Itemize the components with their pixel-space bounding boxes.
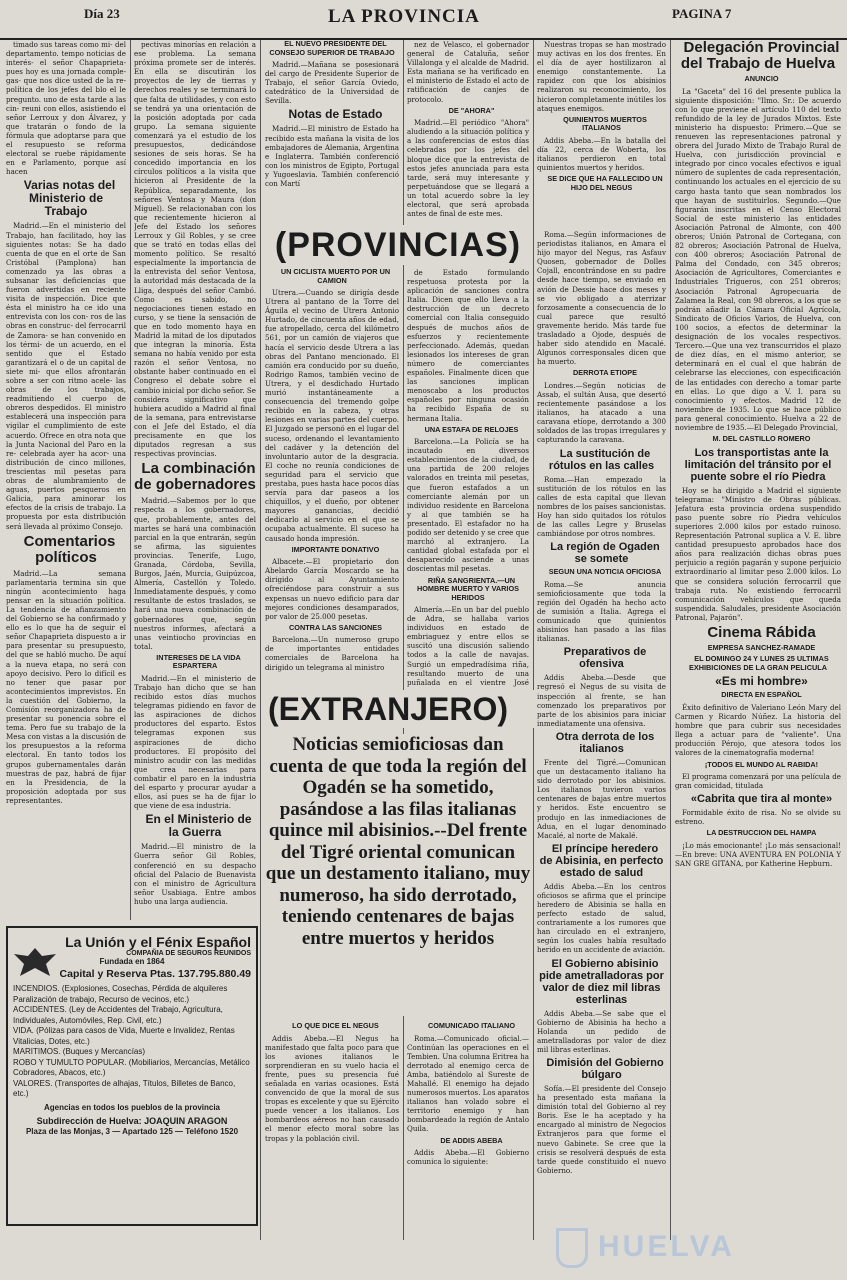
subheadline: LO QUE DICE EL NEGUS xyxy=(292,1022,379,1030)
ad-line: MARITIMOS. (Buques y Mercancías) xyxy=(13,1047,146,1056)
column-rule xyxy=(130,40,131,920)
article-text: Addis Abeba.—Se sabe que el Gobierno de Abisinia ha hecho a Holanda un pedido de ametralladoras por valor de diez mil libras esterlinas. xyxy=(537,1008,666,1054)
article-text: Almería.—En un bar del pueblo de Adra, se hallaba varios individuos en estado de embriaguez y entre ellos se suscitó una discusión saliendo todos a la calle de navajas. Surgió un empedradísima riña, resultando muerto de una puñalada en el vientre José xyxy=(407,605,529,687)
subheadline: SE DICE QUE HA FALLECIDO UN HIJO DEL NEGUS xyxy=(547,174,663,192)
subheadline: ¡TODOS EL MUNDO AL RABIDA! xyxy=(704,759,819,769)
subheadline: LA DESTRUCCION DEL HAMPA xyxy=(706,828,817,838)
headline-comentarios-politicos: Comentarios políticos xyxy=(23,532,116,566)
article-text: Madrid.—Mañana se posesionará del cargo de Presidente Superior de Trabajo, el señor García Oviedo, catedrático de la Universidad de Sevilla. xyxy=(265,60,399,106)
headline-ogaden: La región de Ogaden se somete xyxy=(550,541,660,566)
article-text: Madrid.—El ministro de la Guerra señor Gil Robles, conferenció en su despacho oficial del Palacio de Buenavista con el ministro de Agricultura señor Usabiaga. Entre ambos hubo una larga audiencia. xyxy=(134,842,256,906)
subheadline: DERROTA ETIOPE xyxy=(572,368,638,378)
article-text: Nuestras tropas se han mostrado muy activas en los dos frentes. En el día de ayer hostilizaron al enemigo constantemente. La rapidez con que los abisinios realizaron su reconocimiento, los hicieron completamente inútiles los ataques enemigos. xyxy=(537,40,666,113)
subheadline: EMPRESA SANCHEZ-RAMADE xyxy=(707,642,816,652)
ad-line: INCENDIOS. (Explosiones, Cosechas, Pérdida de alquileres Paralización de trabajo, Recurso de vecinos, etc.) xyxy=(13,984,228,1004)
watermark-text: HUELVA xyxy=(598,1229,735,1263)
headline-combinacion-gobernadores: La combinación de gobernadores xyxy=(134,460,256,494)
article-text: Madrid.—El ministro de Estado ha recibido esta mañana la visita de los embajadores de Alemania, Argentina e Inglaterra. También conferenció con los ministros de Egipto, Portugal y Yugoeslavia. También conferenció con Martí xyxy=(265,124,399,189)
ad-line: VALORES. (Transportes de alhajas, Títulos, Billetes de Banco, etc.) xyxy=(13,1078,236,1098)
column-rule xyxy=(403,40,404,1240)
subheadline: SEGUN UNA NOTICIA OFICIOSA xyxy=(548,567,662,577)
article-text: Barcelona.—Un numeroso grupo de importantes entidades comerciales de Barcelona ha dirigido un telegrama al ministro xyxy=(265,635,399,672)
article-text: Addis Abeba.—El Gobierno comunica lo siguiente: xyxy=(407,1148,529,1167)
article-text: Madrid.—El periódico "Ahora" aludiendo a la situación política y a las conferencias de estos días celebradas por los jefes del bloque dice que la entrevista de estos jefes anunciada para esta tarde, será muy interesante y perpetuándose que se llegará a un total acuerdo sobre la ley electoral, que será aprobada antes de final de este mes. xyxy=(407,118,529,219)
article-text: Roma.—Según informaciones de periodistas italianos, en Amara el hijo mayor del Negus, ras Asfauv Quosen, gobernador de Dolles Cojall, encontrándose en su padre desde hace tiempo, se enviado en avión de Dessie hace dos meses y se vio obligado a aterrizar forzosamente a consecuencia de lo cual parece que resultó gravemente herido. Más tarde fue trasladado a Ojode, después de haber sido atendido en Macalé. Algunos corresponsales dicen que ha muerto. xyxy=(537,230,666,367)
ad-address: Plaza de las Monjas, 3 — Apartado 125 — Teléfono 1520 xyxy=(25,1126,239,1136)
subheadline: ANUNCIO xyxy=(744,74,779,83)
column-rule xyxy=(533,40,534,1240)
article-text: Barcelona.—La Policía se ha incautado en diversos establecimientos de la ciudad, de una partida de 200 relojes valorados en treinta mil pesetas, que fueron estafados a un comerciante alemán por un individuo residente en Barcelona y al que también se ha presentado. El estafador no ha podido ser detenido y se cree que marchó al extranjero. La cantidad global estafada por el desaparecido asciende a unas doscientas mil pesetas. xyxy=(407,437,529,574)
article-text: Madrid.—La semana parlamentaria termina sin que ningún acontecimiento haga pensar en la situación política. La tendencia de afianzamiento del Gobierno se ha confirmado y ello es lo que ha de seguir el señor Chapaprieta dispuesto a ir para presentar su presupuesto, del que se habló mucho. De aquí a la nueva etapa, no será con apoyo decisivo. Pero lo difícil es no tener que pasar por acontecimientos imprevistos. En la cuestión del Gobierno, la Comisión reorganizadora ha de presentar su ponencia sobre el tema. Pero fue su trabajo de la Mesa con vistas a la discusión de los presupuestos a la reforma electoral. En tanto todos los grupos gubernamentales darán muestras de paz, habrá de fijar en la Presidencia, de la proposición adoptada por sus representantes. xyxy=(6,568,126,805)
subheadline: QUINIENTOS MUERTOS ITALIANOS xyxy=(563,114,647,133)
ad-line: ROBO Y TUMULTO POPULAR. (Mobiliarios, Mercancías, Metálico Cobradores, Abacos, etc.) xyxy=(13,1057,250,1077)
main-headline: Noticias semioficiosas dan cuenta de que toda la región del Ogadén se ha sometido, pasándose a las filas italianas quince mil abisinios.--Del frente del Tigré oriental comunican que un destamento italiano, muy numeroso, ha sido derrotado, teniendo centenares de bajas entre muertos y heridos xyxy=(264,734,532,1016)
column-4-bottom xyxy=(407,1022,529,1272)
subheadline: IMPORTANTE DONATIVO xyxy=(291,544,380,554)
archive-watermark xyxy=(556,1228,836,1274)
page-number: PAGINA 7 xyxy=(672,6,732,21)
subheadline: DE ADDIS ABEBA xyxy=(440,1135,503,1145)
article-text: La "Gaceta" del 16 del presente publica la siguiente disposición: "Ilmo. Sr.: De acuerdo con lo que previene el artículo 110 del texto refundido de la ley de Jurados Mixtos. Este ministerio ha dispuesto: Primero.—Que se renueven las representaciones patronal y obrera del Jurado Mixto de Trabajo Rural de Huelva, con jurisdicción provincial e integrado por cinco vocales efectivos e igual número de suplentes de cada representación, continuando los actuales en el ejercicio de su cargo hasta tanto que sean nombrados los que hayan de sustituirlos. Segundo.—Que figurarán inscritas en el Censo Electoral Social de este ministerio las entidades Asociación Patronal de Almonte, con 400 obreros; Unión Patronal de Cortegana, con 82 obreros; Asociación Patronal de Huelva, con 400 obreros; Asociación Patronal de Palma del Condado, con 345 obreros; Asociación de Agricultores, Comerciantes e Industriales Trigueros, con 251 obreros; Asociación Patronal Agropecuaria de Zalamea la Real, con 98 obreros, a los que se podrán añadir la Cámara Oficial Agrícola, Sindicato de Oficios Varios, de Huelva, con 100 socios, a efectos de determinar la designación de los vocales respectivos. Tercero.—Que una vez transcurridos el plazo de diez días, en el mismo anterior, se determinará en el cual el que habrán de celebrarse las elecciones, con especificación de las entidades con derecho a tomar parte en ellas. Lo que digo a V. I. para su conocimiento y efectos. Madrid 12 de noviembre de 1935. Lo que se hace público para general conocimiento. Huelva a 22 de noviembre de 1935.—El Delegado Provincial, xyxy=(675,86,841,432)
article-text: Madrid.—En el ministerio de Trabajo han dicho que se han recibido estos días muchos telegramas pidiendo en favor de las aspiraciones de dichos productores del esparto. Estos telegramas exponen sus aspiraciones de dicho productores. El propósito del ministro acudir con las medidas que crea necesarias para combatir el paro en la industria del esparto y procurar ayudar a ellos, así pues se ha de fijar lo que viene de esa industria. xyxy=(134,673,256,811)
subheadline: EL DOMINGO 24 Y LUNES 25 ULTIMAS EXHIBICIONES DE LA GRAN PELICULA xyxy=(689,654,829,672)
section-title-extranjero: (EXTRANJERO) xyxy=(264,690,536,728)
shield-icon xyxy=(556,1228,588,1268)
headline-rotulos: La sustitución de rótulos en las calles xyxy=(548,447,655,472)
ad-subtitle: COMPAÑIA DE SEGUROS REUNIDOS xyxy=(126,950,251,957)
subheadline: RIÑA SANGRIENTA.—UN HOMBRE MUERTO Y VARIOS HERIDOS xyxy=(416,575,520,602)
column-6 xyxy=(675,40,841,1240)
article-text: Roma.—Comunicado oficial.—Continúan las operaciones en el Tembien. Una columna Eritrea ha derrotado al enemigo cerca de Amba, batiéndolo al Sureste de Mahallé. El enemigo ha dejado numerosos muertos. Los aparatos italianos han volado sobre el territorio enemigo y han bombardeado la región de Antalo Quila. xyxy=(407,1033,529,1134)
headline-transportistas: Los transportistas ante la limitación del tránsito por el puente sobre el río Piedra xyxy=(684,446,832,483)
article-text: Roma.—Se anuncia semioficiosamente que toda la región del Ogadén ha hecho acto de sumisión a Italia. Agrega el comunicado que quinientos abisinios han pasado a las filas italianas. xyxy=(537,579,666,644)
article-text: ¡Lo más emocionante! ¡Lo más sensacional!—En breve: UNA AVENTURA EN POLONIA Y SAN GRE GITANA, por Katherine Hepburn. xyxy=(675,840,841,869)
column-5 xyxy=(537,230,666,1270)
page-header xyxy=(0,0,847,40)
subheadline: CONTRA LAS SANCIONES xyxy=(289,622,382,632)
headline-cinema-rabida: Cinema Rábida xyxy=(707,623,816,641)
subheadline: EL NUEVO PRESIDENTE DEL CONSEJO SUPERIOR DE TRABAJO xyxy=(269,40,395,57)
column-4-top xyxy=(407,40,529,225)
article-text: Londres.—Según noticias de Assab, el sultán Ausa, que desertó recientemente pasándose a los italianos, ha atacado a una caravana etíope, derrotando a 300 soldados de las tropas irregulares y capturando la caravana. xyxy=(537,380,666,445)
column-3-bottom xyxy=(265,1022,399,1272)
article-text: timado sus tareas como mi- del departamento. tempo noticias de interés- el señor Chapaprieta-pues hoy es una jornada comple- gas- que nos dice usted de la re- política de los jefes del blo el le pregunto. uno de esta tarde a las cin- reuni con ellos, asistiendo el señor Lerroux y don Álvarez, y que tratarán o fondo de la fórmula que adoptarse para que el resupuesto se reforma electoral se ruebe rápidamente en e Parlamento, porque así hacen xyxy=(6,40,126,177)
page-day: Día 23 xyxy=(84,6,120,21)
article-text: Utrera.—Cuando se dirigía desde Utrera al pantano de la Torre del Águila el vecino de Utrera Antonio Hurtado, de cincuenta años de edad, fue atropellado, cerca del kilómetro 561, por un camión de viajeros que hacía el servicio desde Utrera a las obras del Pantano mencionado. El camión era conducido por su dueño, Rodrigo Ramos, también vecino de Utrera, y el desdichado Hurtado murió instantáneamente a consecuencia del tremendo golpe recibido en la cabeza, y otras lesiones en varias partes del cuerpo. El Juzgado se personó en el lugar del suceso, ordenando el levantamiento del cadáver y la detención del involuntario autor de la desgracia. El coche no reunía condiciones de seguridad para el servicio que prestaba, pues hasta hace pocos días servía para dar paseos a los chiquillos, y el dueño, por obtener mayores ganancias, decidió dedicarlo al servicio en el que se ocupaba actualmente. El suceso ha causado honda impresión. xyxy=(265,288,399,543)
column-4-middle xyxy=(407,268,529,688)
headline-ametralladoras: El Gobierno abisinio pide ametralladoras por valor de diez mil libras esterlinas xyxy=(539,957,664,1006)
article-text: pectivas minorías en relación a ese problema. La semana próxima promete ser de interés. En ella se discutirán los proyectos de ley de tierras y derechos reales y se terminará lo que falta de utilidades, y con esto se tendrá ya una orientación de la posición adoptada por cada grupo. La semana siguiente comenzará ya el estudio de los presupuestos, dedicándose sesiones de seis horas. Se ha concedido importancia en los círculos políticos a la visita que hicieron al Presidente de la República, separadamente, los señores Ventosa y Maura (don Miguel). Se relacionaban con los que recientemente hicieron al Jefe del Estado los señores Lerroux y Gil Robles, y se cree que se trató en todas ellas del momento político. Se resaltó especialmente la importancia de la entrevista del señor Ventosa, la autoridad más destacada de la Lliga, después del señor Cambó. Como es sabido, no negociaciones tienen estado en curso, y se tiene la sensación de que en todo momento haya en Madrid la mitad de los diputados que integran la minoría. Esta semana no había venido por esta razón el señor Ventosa, no obstante haber continuado en el Congreso el debate sobre el cambio inicial por dicho señor. Se considera significativo que hubiera acudido a Madrid al final de la semana, para entrevistarse con el Jefe del Estado, el día precisamente en que los diputados regresan a sus respectivas provincias. xyxy=(134,40,256,459)
article-text: Madrid.—En el ministerio del Trabajo, han facilitado, hoy las siguientes notas: Se ha dado cuenta de que en el orte de San Cristóbal (Pamplona) han comenzado ya las obras a subsanar las deficiencias que fueron advertidas en reciente visita de inspección. Dice que ésta el ministro ha ce ido una entrevista con los con- ros de las obras en construc- del ferrocarril de Zamora- se han convenido en los térmi- de un acuerdo, en el sentido que el Estado garantizará el o de un capital de siete mi- que ellos afrontarán sobre a ser con ritmo acele- las obras de los trabajos, readmitiendo el cuerpo de obreros despedidos. El ministro establecerá una inspección para vigilar el cumplimiento de este acuerdo. Ofrece en otra nota que la Junta Nacional del Paro en la re- celebrada ayer ha acor- una distribución de cinco millones, trescientas mil pesetas para obras de alumbramiento de aguas, puertos pesqueros en Galicia, para aminorar los efectos de la crisis de trabajo. La propuesta por esta distribución será llevada al próximo Consejo. xyxy=(6,221,126,531)
ad-company-name: La Unión y el Fénix Español xyxy=(65,934,251,950)
subheadline: DIRECTA EN ESPAÑOL xyxy=(721,690,802,700)
headline-delegacion: Delegación Provincial del Trabajo de Huelva xyxy=(680,40,840,72)
article-text: Éxito definitivo de Valeriano León Mary del Carmen y Ricardo Núñez. La historia del hombre que para cubrir sus necesidades llega a actuar para de "valiente". Una producción Pérojo, que atesora todos los valores de la cinematografía moderna! xyxy=(675,702,841,758)
column-3-middle xyxy=(265,268,399,688)
subheadline: UNA ESTAFA DE RELOJES xyxy=(424,424,519,434)
article-text: Addis Abeba.—Desde que regresó el Negus de su visita de inspección al frente, se han comenzado los preparativos por parte de los abisinios para iniciar inmediatamente una ofensiva. xyxy=(537,673,666,728)
ad-line: VIDA. (Pólizas para casos de Vida, Muerte e Invalidez, Rentas Vitalicias, Dotes, etc.) xyxy=(13,1026,235,1046)
headline-preparativos: Preparativos de ofensiva xyxy=(563,646,647,671)
section-title-provincias: (PROVINCIAS) xyxy=(264,225,532,265)
film-title: «Es mi hombre» xyxy=(715,674,808,689)
article-text: Addis Abeba.—En los centros oficiosos se afirma que el príncipe heredero de Abisinia se halla en perfecto estado de salud, contrariamente a los rumores que han circulado en el extranjero, según los cuales había resultado herido en un accidente de aviación. xyxy=(537,881,666,955)
eagle-emblem-icon xyxy=(12,944,58,980)
headline-principe: El príncipe heredero de Abisinia, en perfecto estado de salud xyxy=(539,842,664,879)
subheadline: DE "AHORA" xyxy=(448,105,495,115)
headline-derrota: Otra derrota de los italianos xyxy=(555,730,655,755)
article-text: Sofía.—El presidente del Consejo ha presentado esta mañana la dimisión total del Gobierno al rey Boris. Ese le ha aceptado y ha encargado al ministro de Negocios Extranjeros para que forme el nuevo Gabinete. Se cree que la crisis se resolverá después de esta tarde quede constituido el nuevo Gobierno. xyxy=(537,1084,666,1175)
article-text: nez de Velasco, el gobernador general de Cataluña, señor Villalonga y el alcalde de Madrid. Esta mañana se ha verificado en el ministerio de Estado el acto de ratificación de canjes de protocolo. xyxy=(407,40,529,104)
article-text: Addis Abeba.—El Negus ha manifestado que falta poco para que los aviones italianos le sorprendieran en su vuelo hacia el frente, pues su presencia fué señalada en varias ocasiones. Está convencido de que la moral de sus tropas es excelente y que su Ejército puede vencer a los italianos. Los bombardeos aéreos no han causado el menor efecto moral sobre las tropas y la población civil. xyxy=(265,1033,399,1143)
ad-subdirection: Subdirección de Huelva: JOAQUIN ARAGON xyxy=(36,1116,228,1126)
subheadline: COMUNICADO ITALIANO xyxy=(427,1022,515,1030)
headline-ministerio-guerra: En el Ministerio de la Guerra xyxy=(145,812,252,840)
ad-line: ACCIDENTES. (Ley de Accidentes del Trabajo, Agricultura, Individuales, Automóviles, Rep. Civil, etc.) xyxy=(13,1005,223,1025)
article-text: Frente del Tigré.—Comunican que un destacamento italiano ha sido derrotado por los abisinios. Los italianos tuvieron varios centenares de bajas entre muertos y heridos. Este encuentro se produjo en las inmediaciones de Adua, en el lugar denominado Macalé, al norte de Makalé. xyxy=(537,757,666,840)
column-2 xyxy=(134,40,256,920)
column-3-top xyxy=(265,40,399,225)
headline-notas-estado: Notas de Estado xyxy=(288,107,383,122)
ad-founded: Fundada en 1864 xyxy=(99,957,165,966)
article-text: Madrid.—Sabemos por lo que respecta a los gobernadores, que, probablemente, antes del martes se hará una combinación parcial en la que entrarán, según se afirma, las siguientes provincias. Tenerife, Lugo, Granada, Córdoba, Sevilla, Burgos, Jaén, Murcia, Guipúzcoa, Almería, Castellón y Toledo. Inmediatamente después, y como resultante de estos traslados, se hará una nueva combinación de gobernadores que, según nuestros informes, afectará a unas veintiocho provincias en total. xyxy=(134,496,256,651)
article-text: Formidable éxito de risa. No se olvide su estreno. xyxy=(675,808,841,827)
masthead: LA PROVINCIA xyxy=(328,6,480,27)
ad-capital: Capital y Reserva Ptas. 137.795.880.49 xyxy=(59,968,251,980)
headline-gobierno-bulgaro: Dimisión del Gobierno búlgaro xyxy=(546,1057,664,1081)
column-1 xyxy=(6,40,126,920)
column-rule xyxy=(670,40,671,1240)
column-rule xyxy=(260,40,261,1240)
subheadline: UN CICLISTA MUERTO POR UN CAMION xyxy=(280,268,391,285)
article-text: Roma.—Han empezado la sustitución de los rótulos en las calles de esta capital que llevan nombres de los países sancionistas. Hoy han sido quitados los rótulos de las calles Legre y Bruselas cambiándose por otros nombres. xyxy=(537,474,666,539)
article-text: Addis Abeba.—En la batalla del día 22, cerca de Woberta, los italianos perdieron en total quinientos muertos y heridos. xyxy=(537,135,666,173)
column-5-top xyxy=(537,40,666,225)
headline-ministerio-trabajo: Varias notas del Ministerio de Trabajo xyxy=(23,178,116,219)
signature: M. DEL CASTILLO ROMERO xyxy=(712,434,811,444)
article-text: de Estado formulando respetuosa protesta por la aplicación de sanciones contra Italia. Dicen que ello lleva a la destrucción de un decreto comercial con Italia conseguido después de muchos años de esfuerzos y recientemente perfeccionado. Además, quedan lesionados los intereses de gran número de comerciantes españoles. Finalmente dicen que las sanciones implican menoscabo a los productos españoles por ninguna ocasión ha recibido España de su hermana Italia. xyxy=(407,268,529,423)
ad-agencies: Agencias en todos los pueblos de la provincia xyxy=(43,1102,221,1112)
subheadline: INTERESES DE LA VIDA ESPARTERA xyxy=(156,652,241,671)
film-title: «Cabrita que tira al monte» xyxy=(690,793,833,806)
article-text: Albacete.—El propietario don Abelardo García Moscardo se ha dirigido al Ayuntamiento ofreciéndose para construir a sus expensas un nuevo edificio para dar mejores condiciones desamparados, por valor de 25.000 pesetas. xyxy=(265,557,399,621)
article-text: El programa comenzará por una película de gran comicidad, titulada xyxy=(675,772,841,791)
article-text: Hoy se ha dirigido a Madrid el siguiente telegrama: "Ministro de Obras públicas. Jefatura esta provincia ordena suspendido paso puente sobre río Piedra vehículos superiores 2.000 kilos por estado ruinoso. Representación Patronal suplica a V. E. libre cantidad presupuesto aprobados hace dos años para realización dichas obras pues perjuicio a región pagarán y supone perjuicio extraordinario al limitar peso 2.000 kilos. Lo que se considera solución ferrocarril que trabaja ruta. No existiendo ferrocarril comunicación vehículos que queda suspendida. Saludales, presidente Asociación Patronal, Pajarón". xyxy=(675,485,841,622)
